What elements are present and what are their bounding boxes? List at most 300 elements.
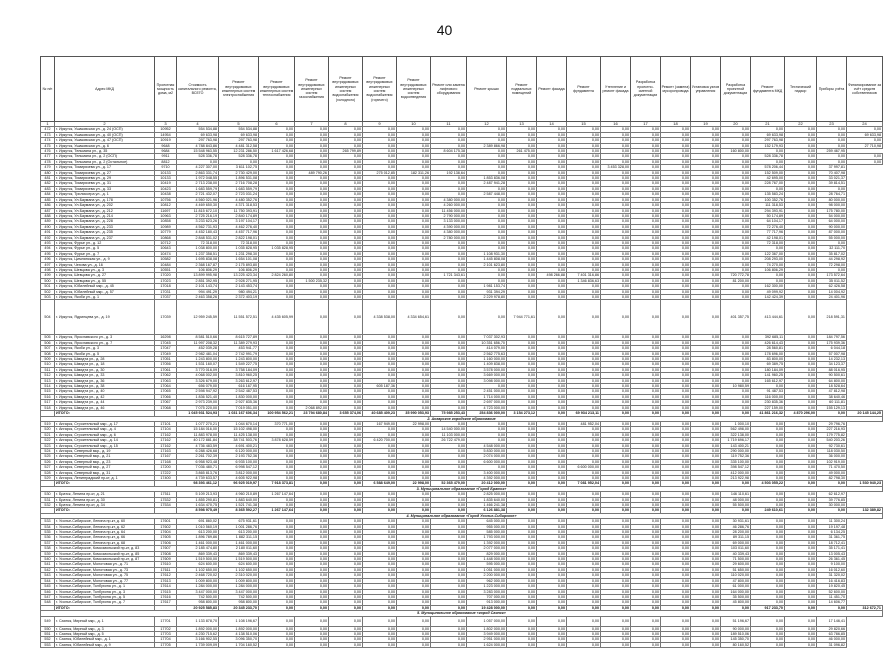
value-cell: 0,00 bbox=[507, 165, 537, 170]
value-cell: 0,00 bbox=[817, 138, 847, 143]
value-cell: 0,00 bbox=[661, 262, 691, 267]
value-cell: 0,00 bbox=[721, 208, 751, 213]
value-cell: 0,00 bbox=[397, 357, 431, 362]
value-cell: 13 225 423,34 bbox=[219, 273, 259, 278]
value-cell: 0,00 bbox=[397, 454, 431, 459]
value-cell: 0,00 bbox=[507, 492, 537, 497]
value-cell: 0,00 bbox=[259, 346, 295, 351]
value-cell: 645 000,00 bbox=[467, 519, 507, 524]
row-number: 476 bbox=[41, 149, 55, 154]
value-cell: 322 138,00 bbox=[721, 432, 751, 437]
value-cell: 0,00 bbox=[721, 132, 751, 137]
value-cell: 1 445 808,08 bbox=[467, 257, 507, 262]
value-cell: 0,00 bbox=[721, 605, 751, 610]
value-cell: 0,00 bbox=[661, 546, 691, 551]
column-number: 2 bbox=[55, 122, 155, 127]
value-cell: 0,00 bbox=[631, 470, 661, 475]
value-cell: 42 198,01 bbox=[751, 235, 785, 240]
value-cell: 0,00 bbox=[363, 546, 397, 551]
value-cell: 0,00 bbox=[259, 524, 295, 529]
value-cell: 2 487 941,28 bbox=[467, 181, 507, 186]
value-cell: 0,00 bbox=[567, 616, 601, 626]
value-cell: 6 420 700,00 bbox=[363, 438, 397, 443]
address-cell: г. Братск, Ленина пр-кт, д. 21 bbox=[55, 492, 155, 497]
value-cell: 0,00 bbox=[691, 367, 721, 372]
row-number: 543 bbox=[41, 573, 55, 578]
value-cell: 51 650,00 bbox=[721, 567, 751, 572]
value-cell: 0,00 bbox=[661, 497, 691, 502]
value-cell: 0,00 bbox=[295, 530, 329, 535]
value-cell: 0,00 bbox=[631, 235, 661, 240]
value-cell: 0,00 bbox=[259, 475, 295, 480]
value-cell: 0,00 bbox=[661, 273, 691, 278]
value-cell: 0,00 bbox=[259, 295, 295, 300]
value-cell: 917 233,70 bbox=[751, 605, 785, 610]
value-cell: 1 521 741,38 bbox=[219, 503, 259, 508]
value-cell: 0,00 bbox=[363, 642, 397, 647]
value-cell: 0,00 bbox=[721, 481, 751, 486]
value-cell: 0,00 bbox=[431, 262, 467, 267]
value-cell: 0,00 bbox=[431, 246, 467, 251]
value-cell: 61 000,00 bbox=[721, 584, 751, 589]
value-cell: 0,00 bbox=[721, 362, 751, 367]
value-cell: 0,00 bbox=[537, 530, 567, 535]
value-cell: 0,00 bbox=[363, 257, 397, 262]
value-cell: 0,00 bbox=[691, 295, 721, 300]
column-number: 16 bbox=[601, 122, 631, 127]
value-cell: 7 918 373,81 bbox=[259, 481, 295, 486]
row-number: 474 bbox=[41, 138, 55, 143]
value-cell: 0,00 bbox=[431, 186, 467, 191]
value-cell: 1 108 931,30 bbox=[467, 251, 507, 256]
value-cell: 0,00 bbox=[631, 438, 661, 443]
value-cell: 0,00 bbox=[397, 546, 431, 551]
value-cell: 7 081 952,04 bbox=[567, 481, 601, 486]
value-cell: 0,00 bbox=[691, 262, 721, 267]
value-cell: 0,00 bbox=[631, 631, 661, 636]
value-cell: 0,00 bbox=[397, 219, 431, 224]
value-cell: 958 800,00 bbox=[177, 600, 219, 605]
value-cell: 0,00 bbox=[329, 181, 363, 186]
value-cell: 613 200,00 bbox=[177, 530, 219, 535]
section-title: 4. Муниципальное образование «Город Усолье-Сибирское» bbox=[41, 513, 883, 518]
table-row bbox=[41, 642, 883, 647]
value-cell: 0,00 bbox=[631, 540, 661, 545]
value-cell: 1 704 160,52 bbox=[219, 642, 259, 647]
value-cell: 0,00 bbox=[785, 213, 817, 218]
value-cell: 0,00 bbox=[691, 626, 721, 631]
value-cell: 0,00 bbox=[785, 535, 817, 540]
row-number: 481 bbox=[41, 176, 55, 181]
value-cell: 0,00 bbox=[567, 251, 601, 256]
value-cell: 0,00 bbox=[785, 197, 817, 202]
address-cell: г. Иркутск, Тимирязева ул., д. 27 bbox=[55, 170, 155, 175]
value-cell: 0,00 bbox=[431, 351, 467, 356]
value-cell: 0,00 bbox=[507, 378, 537, 383]
value-cell: 1 231 298,30 bbox=[219, 251, 259, 256]
value-cell: 0,00 bbox=[661, 284, 691, 289]
value-cell: 0,00 bbox=[631, 176, 661, 181]
row-number: 486 bbox=[41, 203, 55, 208]
value-cell: 0,00 bbox=[467, 421, 507, 426]
value-cell: 0,00 bbox=[751, 384, 785, 389]
value-cell: 17162 bbox=[155, 443, 177, 448]
value-cell: 0,00 bbox=[537, 605, 567, 610]
value-cell: 0,00 bbox=[467, 278, 507, 283]
value-cell: 7 401 316,86 bbox=[567, 273, 601, 278]
value-cell: 0,00 bbox=[567, 637, 601, 642]
value-cell: 3 400 000,00 bbox=[467, 470, 507, 475]
column-number: 11 bbox=[431, 122, 467, 127]
row-number: 525 bbox=[41, 454, 55, 459]
value-cell: 81 200,00 bbox=[721, 278, 751, 283]
value-cell: 0,00 bbox=[721, 143, 751, 148]
value-cell: 17532 bbox=[155, 497, 177, 502]
row-number: 478 bbox=[41, 159, 55, 164]
value-cell: 4 462 276,40 bbox=[219, 224, 259, 229]
value-cell: 80 000,00 bbox=[817, 197, 847, 202]
value-cell: 0,00 bbox=[397, 562, 431, 567]
value-cell: 2 101 143,74 bbox=[177, 284, 219, 289]
value-cell: 0,00 bbox=[691, 335, 721, 340]
value-cell: 106 806,29 bbox=[177, 267, 219, 272]
value-cell: 0,00 bbox=[691, 203, 721, 208]
value-cell: 0,00 bbox=[363, 584, 397, 589]
value-cell: 0,00 bbox=[661, 240, 691, 245]
value-cell: 0,00 bbox=[295, 203, 329, 208]
value-cell: 0,00 bbox=[507, 578, 537, 583]
value-cell: 0,00 bbox=[691, 394, 721, 399]
value-cell: 106 806,29 bbox=[219, 267, 259, 272]
value-cell: 0,00 bbox=[631, 432, 661, 437]
value-cell: 0,00 bbox=[721, 197, 751, 202]
value-cell: 0,00 bbox=[691, 540, 721, 545]
value-cell: 0,00 bbox=[259, 159, 295, 164]
value-cell: 0,00 bbox=[691, 508, 721, 513]
value-cell: 0,00 bbox=[397, 289, 431, 294]
value-cell: 0,00 bbox=[537, 224, 567, 229]
value-cell: 0,00 bbox=[691, 384, 721, 389]
value-cell: 0,00 bbox=[785, 159, 817, 164]
value-cell: 0,00 bbox=[363, 503, 397, 508]
value-cell: 0,00 bbox=[295, 132, 329, 137]
value-cell: 0,00 bbox=[567, 631, 601, 636]
value-cell: 0,00 bbox=[397, 362, 431, 367]
value-cell: 0,00 bbox=[329, 394, 363, 399]
value-cell: 0,00 bbox=[295, 340, 329, 345]
value-cell: 12 231 286,50 bbox=[219, 149, 259, 154]
value-cell: 0,00 bbox=[631, 362, 661, 367]
value-cell: 0,00 bbox=[567, 405, 601, 410]
value-cell: 0,00 bbox=[329, 642, 363, 647]
row-number: 495 bbox=[41, 251, 55, 256]
value-cell: 249 610,61 bbox=[751, 508, 785, 513]
value-cell: 0,00 bbox=[537, 159, 567, 164]
value-cell: 0,00 bbox=[537, 540, 567, 545]
value-cell: 4 691 400,21 bbox=[219, 443, 259, 448]
value-cell: 80 160,52 bbox=[721, 642, 751, 647]
value-cell: 0,00 bbox=[329, 186, 363, 191]
value-cell: 0,00 bbox=[363, 219, 397, 224]
value-cell: 0,00 bbox=[631, 278, 661, 283]
value-cell: 0,00 bbox=[785, 524, 817, 529]
value-cell: 10952 bbox=[155, 127, 177, 132]
value-cell: 41 861 216,32 bbox=[751, 411, 785, 416]
value-cell: 55 000,00 bbox=[817, 235, 847, 240]
value-cell: 0,00 bbox=[631, 295, 661, 300]
column-number: 14 bbox=[537, 122, 567, 127]
value-cell: 0,00 bbox=[507, 154, 537, 159]
value-cell: 0,00 bbox=[363, 557, 397, 562]
value-cell: 1 855 290,81 bbox=[177, 497, 219, 502]
address-cell: г. Иркутск, Цимлянская ул., д. 9 bbox=[55, 257, 155, 262]
value-cell: 0,00 bbox=[397, 181, 431, 186]
value-cell: 0,00 bbox=[507, 132, 537, 137]
value-cell: 0,00 bbox=[785, 357, 817, 362]
value-cell: 0,00 bbox=[601, 421, 631, 426]
value-cell: 0,00 bbox=[431, 138, 467, 143]
value-cell: 578 206,44 bbox=[751, 165, 785, 170]
value-cell: 16298 bbox=[155, 335, 177, 340]
address-cell: г. Иркутск, Шмидта ул., д. 28 bbox=[55, 357, 155, 362]
value-cell: 0,00 bbox=[785, 257, 817, 262]
value-cell: 0,00 bbox=[751, 535, 785, 540]
value-cell: 17611 bbox=[155, 567, 177, 572]
address-cell: г. Иркутск, Шмидта ул., д. 33 bbox=[55, 373, 155, 378]
page-number: 40 bbox=[436, 22, 453, 38]
value-cell: 0,00 bbox=[661, 470, 691, 475]
value-cell: 0,00 bbox=[431, 600, 467, 605]
address-cell: г. Иркутск, Трилиссера ул., д. 1 bbox=[55, 192, 155, 197]
value-cell: 34 123,37 bbox=[817, 362, 847, 367]
column-number: 6 bbox=[259, 122, 295, 127]
value-cell: 0,00 bbox=[721, 267, 751, 272]
row-number: 484 bbox=[41, 192, 55, 197]
value-cell: 1 654 101,08 bbox=[219, 257, 259, 262]
value-cell: 0,00 bbox=[567, 346, 601, 351]
value-cell: 0,00 bbox=[817, 154, 847, 159]
value-cell: 0,00 bbox=[567, 230, 601, 235]
value-cell: 0,00 bbox=[751, 273, 785, 278]
value-cell: 0,00 bbox=[631, 454, 661, 459]
value-cell: 0,00 bbox=[259, 459, 295, 464]
value-cell: 0,00 bbox=[601, 389, 631, 394]
value-cell: 0,00 bbox=[507, 497, 537, 502]
value-cell: 0,00 bbox=[329, 378, 363, 383]
value-cell: 0,00 bbox=[691, 300, 721, 335]
value-cell: 0,00 bbox=[295, 224, 329, 229]
value-cell: 0,00 bbox=[631, 411, 661, 416]
value-cell: 4 338 538,00 bbox=[363, 300, 397, 335]
value-cell: 0,00 bbox=[507, 208, 537, 213]
row-number: 540 bbox=[41, 557, 55, 562]
value-cell: 0,00 bbox=[537, 203, 567, 208]
value-cell: 0,00 bbox=[601, 267, 631, 272]
value-cell: 17031 bbox=[155, 289, 177, 294]
value-cell: 20 412 000,00 bbox=[467, 481, 507, 486]
value-cell: 0,00 bbox=[537, 637, 567, 642]
value-cell: 0,00 bbox=[785, 154, 817, 159]
value-cell: 0,00 bbox=[631, 186, 661, 191]
value-cell: 3 154 273,12 bbox=[507, 411, 537, 416]
value-cell: 0,00 bbox=[721, 508, 751, 513]
value-cell: 0,00 bbox=[431, 346, 467, 351]
value-cell: 7 036 480,71 bbox=[177, 465, 219, 470]
value-cell: 426 614,43 bbox=[751, 340, 785, 345]
value-cell: 10582 bbox=[155, 257, 177, 262]
value-cell: 0,00 bbox=[467, 208, 507, 213]
value-cell: 0,00 bbox=[817, 127, 847, 132]
value-cell: 2 175 893,80 bbox=[219, 262, 259, 267]
value-cell: 0,00 bbox=[601, 465, 631, 470]
value-cell: 0,00 bbox=[431, 448, 467, 453]
value-cell: 0,00 bbox=[721, 127, 751, 132]
value-cell: 24 401,96 bbox=[817, 295, 847, 300]
value-cell: 0,00 bbox=[259, 540, 295, 545]
value-cell: 0,00 bbox=[295, 284, 329, 289]
value-cell: 0,00 bbox=[363, 405, 397, 410]
value-cell: 0,00 bbox=[785, 637, 817, 642]
value-cell: 0,00 bbox=[661, 551, 691, 556]
column-number: 21 bbox=[751, 122, 785, 127]
value-cell: 0,00 bbox=[259, 626, 295, 631]
value-cell: 0,00 bbox=[295, 300, 329, 335]
value-cell: 1 243 800,00 bbox=[219, 357, 259, 362]
value-cell: 0,00 bbox=[721, 181, 751, 186]
address-cell: ИТОГО: bbox=[55, 605, 155, 610]
value-cell: 0,00 bbox=[397, 530, 431, 535]
address-cell: г. Иркутск, Ул.Баумана ул., д. 202 bbox=[55, 203, 155, 208]
value-cell: 0,00 bbox=[397, 224, 431, 229]
address-cell: г. Ангарск, Строительный мкр., д. 4 bbox=[55, 427, 155, 432]
value-cell: 0,00 bbox=[785, 492, 817, 497]
value-cell: 0,00 bbox=[507, 438, 537, 443]
value-cell: 8 615 727,89 bbox=[219, 335, 259, 340]
value-cell: 7 944 771,61 bbox=[507, 300, 537, 335]
value-cell: 0,00 bbox=[363, 340, 397, 345]
value-cell: 164 000,00 bbox=[721, 589, 751, 594]
value-cell: 0,00 bbox=[329, 389, 363, 394]
value-cell: 0,00 bbox=[721, 251, 751, 256]
value-cell: 0,00 bbox=[785, 459, 817, 464]
value-cell: 0,00 bbox=[295, 492, 329, 497]
value-cell: 0,00 bbox=[295, 267, 329, 272]
value-cell: 0,00 bbox=[537, 335, 567, 340]
value-cell: 0,00 bbox=[467, 203, 507, 208]
value-cell: 132 389,82 bbox=[847, 508, 883, 513]
value-cell: 0,00 bbox=[363, 262, 397, 267]
value-cell: 0,00 bbox=[363, 626, 397, 631]
value-cell: 0,00 bbox=[661, 267, 691, 272]
value-cell: 0,00 bbox=[537, 589, 567, 594]
value-cell: 0,00 bbox=[847, 127, 883, 132]
value-cell: 11 451,70 bbox=[817, 594, 847, 599]
value-cell: 0,00 bbox=[259, 454, 295, 459]
value-cell: 0,00 bbox=[329, 257, 363, 262]
value-cell: 0,00 bbox=[431, 605, 467, 610]
value-cell: 4 560 021,96 bbox=[177, 197, 219, 202]
value-cell: 0,00 bbox=[295, 367, 329, 372]
value-cell: 46 000,00 bbox=[817, 637, 847, 642]
value-cell: 72 318,00 bbox=[177, 240, 219, 245]
value-cell: 0,00 bbox=[363, 132, 397, 137]
value-cell: 0,00 bbox=[537, 346, 567, 351]
value-cell: 44 298,92 bbox=[817, 257, 847, 262]
value-cell: 0,00 bbox=[537, 578, 567, 583]
value-cell: 2 368 167,87 bbox=[177, 262, 219, 267]
value-cell: 0,00 bbox=[397, 251, 431, 256]
value-cell: 17023 bbox=[155, 278, 177, 283]
value-cell: 0,00 bbox=[601, 127, 631, 132]
value-cell: 0,00 bbox=[601, 438, 631, 443]
value-cell: 0,00 bbox=[631, 605, 661, 610]
value-cell: 0,00 bbox=[785, 335, 817, 340]
value-cell: 0,00 bbox=[691, 400, 721, 405]
value-cell: 0,00 bbox=[431, 384, 467, 389]
value-cell: 0,00 bbox=[329, 519, 363, 524]
value-cell: 0,00 bbox=[661, 300, 691, 335]
value-cell: 0,00 bbox=[259, 594, 295, 599]
value-cell: 0,00 bbox=[329, 540, 363, 545]
value-cell: 0,00 bbox=[537, 567, 567, 572]
value-cell: 0,00 bbox=[295, 335, 329, 340]
value-cell: 0,00 bbox=[661, 246, 691, 251]
value-cell: 17400 bbox=[155, 475, 177, 480]
value-cell: 0,00 bbox=[691, 389, 721, 394]
value-cell: 0,00 bbox=[329, 626, 363, 631]
value-cell: 0,00 bbox=[661, 475, 691, 480]
value-cell: 0,00 bbox=[537, 154, 567, 159]
header-row bbox=[41, 57, 883, 122]
value-cell: 180 184,09 bbox=[751, 367, 785, 372]
value-cell: 0,00 bbox=[507, 530, 537, 535]
value-cell: 4 334 654,61 bbox=[397, 300, 431, 335]
value-cell: 0,00 bbox=[785, 384, 817, 389]
value-cell: 0,00 bbox=[431, 362, 467, 367]
value-cell: 17602 bbox=[155, 524, 177, 529]
value-cell: 0,00 bbox=[259, 642, 295, 647]
column-header: Разработка проектно-сметной документации bbox=[631, 57, 661, 122]
value-cell: 90 500,61 bbox=[817, 373, 847, 378]
value-cell: 2 143 453,74 bbox=[219, 284, 259, 289]
value-cell: 17067 bbox=[155, 400, 177, 405]
value-cell: 0,00 bbox=[397, 400, 431, 405]
value-cell: 0,00 bbox=[431, 240, 467, 245]
value-cell: 0,00 bbox=[537, 213, 567, 218]
value-cell: 0,00 bbox=[537, 546, 567, 551]
value-cell: 0,00 bbox=[601, 170, 631, 175]
value-cell: 0,00 bbox=[785, 251, 817, 256]
value-cell: 0,00 bbox=[567, 154, 601, 159]
value-cell: 0,00 bbox=[567, 240, 601, 245]
value-cell: 0,00 bbox=[661, 637, 691, 642]
value-cell: 0,00 bbox=[537, 208, 567, 213]
value-cell: 31 096,82 bbox=[817, 642, 847, 647]
value-cell: 0,00 bbox=[507, 432, 537, 437]
value-cell: 0,00 bbox=[397, 465, 431, 470]
value-cell: 0,00 bbox=[397, 443, 431, 448]
value-cell: 0,00 bbox=[507, 400, 537, 405]
value-cell: 28 764,71 bbox=[817, 192, 847, 197]
column-header: Приборы учёта bbox=[817, 57, 847, 122]
value-cell: 91 487,53 bbox=[751, 389, 785, 394]
value-cell: 0,00 bbox=[363, 240, 397, 245]
value-cell: 6 588 649,00 bbox=[363, 481, 397, 486]
value-cell: 0,00 bbox=[363, 186, 397, 191]
value-cell: 0,00 bbox=[259, 584, 295, 589]
value-cell: 1 883 640,00 bbox=[219, 497, 259, 502]
value-cell: 1 519 500,00 bbox=[219, 557, 259, 562]
